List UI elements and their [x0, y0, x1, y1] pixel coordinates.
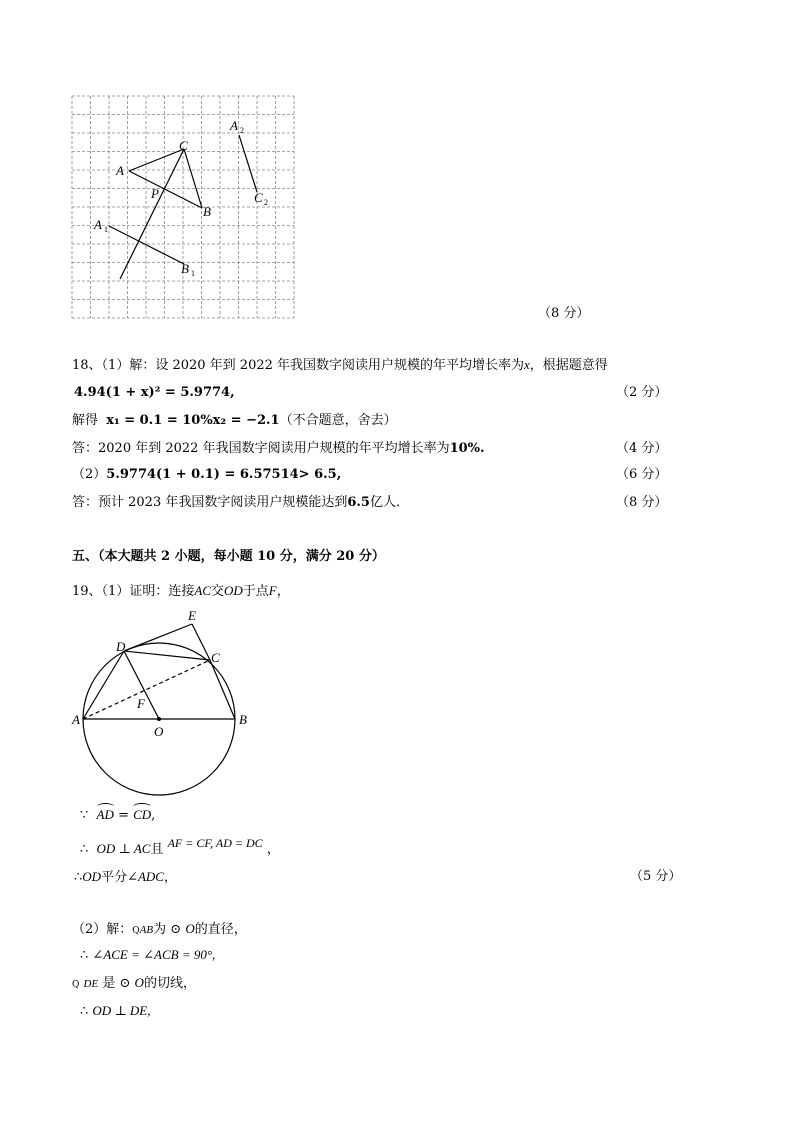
label-P: P: [151, 186, 159, 201]
label-O: O: [154, 724, 164, 739]
label-A2-sub: 2: [240, 126, 244, 135]
label-A: A: [116, 163, 124, 178]
q18-score3: （6 分）: [616, 467, 668, 482]
label-A1-sub: 1: [104, 225, 108, 234]
label-B: B: [239, 712, 247, 727]
center-dot: [157, 717, 161, 721]
score-grid: （8 分）: [538, 306, 590, 321]
segment-AB: [129, 171, 202, 208]
segment-A2C2: [239, 135, 257, 192]
segment-DC: [124, 651, 210, 660]
q18-line3: 解得 x₁ = 0.1 = 10%x₂ = −2.1（不合题意，舍去）: [72, 413, 397, 428]
label-A1: A: [94, 217, 102, 232]
label-B1-sub: 1: [191, 269, 195, 278]
label-A: A: [72, 712, 80, 727]
q18-eq1: 4.94(1 + x)² = 5.9774,: [74, 385, 235, 400]
segment-AC: [129, 149, 184, 171]
arc-CD: CD: [133, 806, 151, 824]
segment-CB: [184, 149, 202, 208]
q18-line4: 答：2020 年到 2022 年我国数字阅读用户规模的年平均增长率为10%.: [72, 441, 485, 456]
segment-A1B1: [109, 226, 184, 264]
label-C2: C: [254, 190, 263, 205]
segment-CB: [210, 660, 235, 719]
q18-line6: 答：预计 2023 年我国数字阅读用户规模能达到6.5亿人．: [72, 495, 409, 510]
arc-AD: AD: [97, 806, 114, 824]
q18-score4: （8 分）: [616, 495, 668, 510]
q19-p2-line3: Q DE 是 ⊙ O的切线，: [72, 975, 196, 991]
label-C2-sub: 2: [264, 198, 268, 207]
q19-therefore1: ∴ OD ⊥ AC且 AF = CF, AD = DC ，: [80, 836, 280, 857]
q18-score1: （2 分）: [616, 385, 668, 400]
section5-heading: 五、（本大题共 2 小题，每小题 10 分，满分 20 分）: [72, 549, 385, 564]
label-E: E: [188, 608, 196, 623]
q18-line1: 18、（1）解：设 2020 年到 2022 年我国数字阅读用户规模的年平均增长率为x，根据题意得: [72, 357, 608, 373]
q19-score1: （5 分）: [630, 869, 682, 884]
segment-AD: [83, 651, 124, 719]
q19-p2-line2: ∴ ∠ACE = ∠ACB = 90°,: [80, 947, 216, 963]
segment-EC: [192, 624, 210, 660]
grid-figure: [72, 96, 298, 322]
q19-line1: 19、（1）证明：连接AC交OD于点F，: [72, 583, 290, 599]
q19-p2-line4: ∴ OD ⊥ DE,: [80, 1003, 151, 1019]
q19-therefore2: ∴OD平分∠ADC，: [74, 869, 177, 885]
label-D: D: [116, 639, 126, 654]
label-C: C: [211, 650, 220, 665]
label-A2: A: [230, 118, 238, 133]
q18-line5: （2）5.9774(1 + 0.1) = 6.57514> 6.5,: [72, 467, 342, 482]
label-C: C: [179, 138, 188, 153]
q19-p2-line1: （2）解：QAB为 ⊙ O的直径，: [72, 921, 247, 937]
label-B1: B: [181, 261, 189, 276]
label-B: B: [203, 204, 211, 219]
grid-lines: [72, 96, 294, 318]
q19-because1: ∵ AD = CD,: [80, 806, 155, 825]
q18-score2: （4 分）: [616, 441, 668, 456]
circle-figure: [70, 605, 270, 815]
label-F: F: [137, 696, 145, 711]
